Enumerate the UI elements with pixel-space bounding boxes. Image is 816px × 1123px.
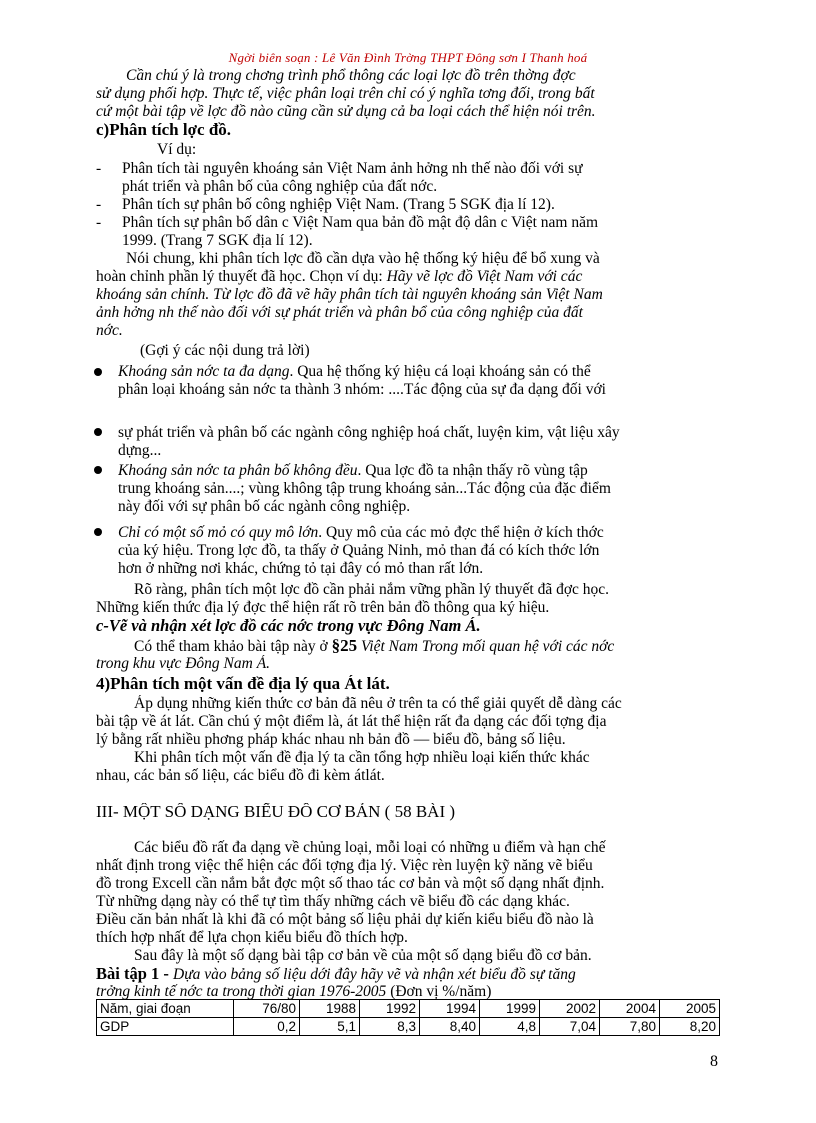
paragraph-line: thích hợp nhất để lựa chọn kiểu biểu đồ thích hợp. (96, 929, 408, 946)
section-heading: 4)Phân tích một vấn đề địa lý qua Át lát. (96, 675, 390, 693)
table-cell: 1992 (360, 1000, 420, 1018)
gdp-table (96, 999, 720, 1036)
paragraph-line: ảnh hởng nh thế nào đối với sự phát triển và phân bổ của công nghiệp của đất (96, 304, 583, 321)
section-heading: III- MỘT SỐ DẠNG BIỂU ĐỒ CƠ BẢN ( 58 BÀI ) (96, 803, 456, 821)
table-cell: 1988 (300, 1000, 360, 1018)
paragraph-line: nhau, các bản số liệu, các biểu đồ đi kèm átlát. (96, 767, 385, 784)
paragraph-line: Áp dụng những kiến thức cơ bản đã nêu ở trên ta có thể giải quyết dễ dàng các (134, 695, 622, 712)
exercise-line (96, 965, 720, 984)
paragraph-line: Rõ ràng, phân tích một lợc đồ cần phải nắm vững phần lý thuyết đã đợc học. (134, 581, 610, 598)
bullet-icon (94, 368, 102, 376)
table-cell: 5,1 (300, 1018, 360, 1036)
table-cell: 1994 (420, 1000, 480, 1018)
text-run: Chỉ có một số mỏ có quy mô lớn (118, 524, 319, 541)
paragraph-line (96, 268, 720, 286)
bullet-line (118, 524, 720, 542)
paragraph-line: nhất định trong việc thể hiện các đối tợng địa lý. Việc rèn luyện kỹ năng vẽ biểu (96, 857, 593, 874)
table-row (97, 1018, 720, 1036)
text-run: Việt Nam Trong mối quan hệ với các nớc (357, 638, 615, 655)
text-run: Hãy vẽ lợc đồ Việt Nam với các (386, 268, 583, 285)
table-cell: 7,04 (540, 1018, 600, 1036)
table-cell: 7,80 (599, 1018, 659, 1036)
paragraph-line: trong khu vực Đông Nam Á. (96, 655, 271, 672)
text-run: . Qua hệ thống ký hiệu cá loại khoáng sản có thể (289, 363, 591, 380)
table-cell: 2002 (540, 1000, 600, 1018)
paragraph-line: Những kiến thức địa lý đợc thể hiện rất rõ trên bản đồ thông qua ký hiệu. (96, 599, 550, 616)
table-cell: 8,40 (420, 1018, 480, 1036)
table-cell: 76/80 (234, 1000, 300, 1018)
page-number: 8 (710, 1053, 718, 1070)
bullet-line (118, 363, 720, 381)
text-run: (Đơn vị %/năm) (386, 983, 492, 1000)
paragraph-line (96, 637, 720, 656)
bullet-line: này đối với sự phân bố các ngành công nghiệp. (118, 498, 411, 515)
table-cell: 1999 (480, 1000, 540, 1018)
text-run: Dựa vào bảng số liệu dới đây hãy vẽ và nhận xét biểu đồ sự tăng (173, 966, 576, 983)
table-cell: GDP (97, 1018, 234, 1036)
text-run: Khoáng sản nớc ta đa dạng (118, 363, 290, 380)
section-heading: c-Vẽ và nhận xét lợc đồ các nớc trong vực Đông Nam Á. (96, 617, 481, 635)
table-cell: 2005 (659, 1000, 719, 1018)
paragraph-line: Cần chú ý là trong chơng trình phổ thông các loại lợc đồ trên thờng đợc (126, 67, 576, 84)
bullet-icon (94, 466, 102, 474)
table-cell: 0,2 (234, 1018, 300, 1036)
table-cell: 2004 (599, 1000, 659, 1018)
paragraph-line: khoáng sản chính. Từ lợc đồ đã vẽ hãy phân tích tài nguyên khoáng sản Việt Nam (96, 286, 603, 303)
text-run: . Quy mô của các mỏ đợc thể hiện ở kích thớc (318, 524, 604, 541)
list-item: 1999. (Trang 7 SGK địa lí 12). (122, 232, 313, 249)
paragraph-line: Từ những dạng này có thể tự tìm thấy những cách vẽ biểu đồ các dạng khác. (96, 893, 570, 910)
list-item: Phân tích sự phân bố công nghiệp Việt Nam. (Trang 5 SGK địa lí 12). (122, 196, 555, 213)
paragraph-line: Điều căn bản nhất là khi đã có một bảng số liệu phải dự kiến kiểu biểu đồ nào là (96, 911, 594, 928)
text-run: trởng kinh tế nớc ta trong thời gian 1976-2005 (96, 983, 387, 1000)
paragraph-line: Các biểu đồ rất đa dạng về chủng loại, mỗi loại có những u điểm và hạn chế (134, 839, 606, 856)
paragraph-line: đồ trong Excell cần nắm bắt đợc một số thao tác cơ bản và một số dạng nhất định. (96, 875, 605, 892)
bullet-line: trung khoáng sản....; vùng không tập trung khoáng sản...Tác động của đặc điểm (118, 480, 611, 497)
paragraph-line: Nói chung, khi phân tích lợc đồ cần dựa vào hệ thống ký hiệu để bổ xung và (126, 250, 600, 267)
table-cell: Năm, giai đoạn (97, 1000, 234, 1018)
paragraph-line: Sau đây là một số dạng bài tập cơ bản về của một số dạng biểu đồ cơ bản. (134, 947, 592, 964)
paragraph-line: (Gợi ý các nội dung trả lời) (140, 342, 310, 359)
text-run: Khoáng sản nớc ta phân bố không đều (118, 462, 358, 479)
bullet-line: sự phát triển và phân bố các ngành công nghiệp hoá chất, luyện kim, vật liệu xây (118, 424, 620, 441)
paragraph-line: lý bằng rất nhiều phơng pháp khác nhau nh bản đồ — biểu đồ, bảng số liệu. (96, 731, 566, 748)
paragraph-line: bài tập về át lát. Cần chú ý một điểm là, át lát thể hiện rất đa dạng các đối tợng địa (96, 713, 607, 730)
dash-marker: - (96, 160, 102, 177)
bullet-line: dựng... (118, 442, 162, 459)
list-item: phát triển và phân bố của công nghiệp của đất nớc. (122, 178, 438, 195)
bullet-line: hơn ở những nơi khác, chứng tỏ tại đây có mỏ than rất lớn. (118, 560, 484, 577)
dash-marker: - (96, 214, 102, 231)
page-header: Ngời biên soạn : Lê Văn Đình Trờng THPT Đông sơn I Thanh hoá (228, 50, 588, 65)
text-run: Có thể tham khảo bài tập này ở (134, 638, 332, 655)
text-run: hoàn chỉnh phần lý thuyết đã học. Chọn ví dụ: (96, 268, 387, 285)
table-header-row (97, 1000, 720, 1018)
table-cell: 4,8 (480, 1018, 540, 1036)
paragraph-line: sử dụng phối hợp. Thực tế, việc phân loại trên chỉ có ý nghĩa tơng đối, trong bất (96, 85, 595, 102)
paragraph-line: Khi phân tích một vấn đề địa lý ta cần tổng hợp nhiều loại kiến thức khác (134, 749, 590, 766)
table-cell: 8,3 (360, 1018, 420, 1036)
list-item: Phân tích tài nguyên khoáng sản Việt Nam ảnh hởng nh thế nào đối với sự (122, 160, 583, 177)
dash-marker: - (96, 196, 102, 213)
text-run: . Qua lợc đồ ta nhận thấy rõ vùng tập (357, 462, 588, 479)
bullet-icon (94, 528, 102, 536)
paragraph-line: cứ một bài tập về lợc đồ nào cũng cần sử dụng cả ba loại cách thể hiện nói trên. (96, 103, 596, 120)
bullet-line: của ký hiệu. Trong lợc đồ, ta thấy ở Quảng Ninh, mỏ than đá có kích thớc lớn (118, 542, 600, 559)
bullet-line (118, 462, 720, 480)
bullet-icon (94, 428, 102, 436)
text-run: §25 (331, 637, 358, 655)
paragraph-line: Ví dụ: (157, 141, 197, 158)
exercise-label: Bài tập 1 - (96, 965, 174, 983)
table-cell: 8,20 (659, 1018, 719, 1036)
section-heading: c)Phân tích lợc đồ. (96, 121, 232, 139)
bullet-line: phân loại khoáng sản nớc ta thành 3 nhóm: ....Tác động của sự đa dạng đối với (118, 381, 606, 398)
list-item: Phân tích sự phân bố dân c Việt Nam qua bản đồ mật độ dân c Việt nam năm (122, 214, 599, 231)
paragraph-line: nớc. (96, 322, 123, 339)
